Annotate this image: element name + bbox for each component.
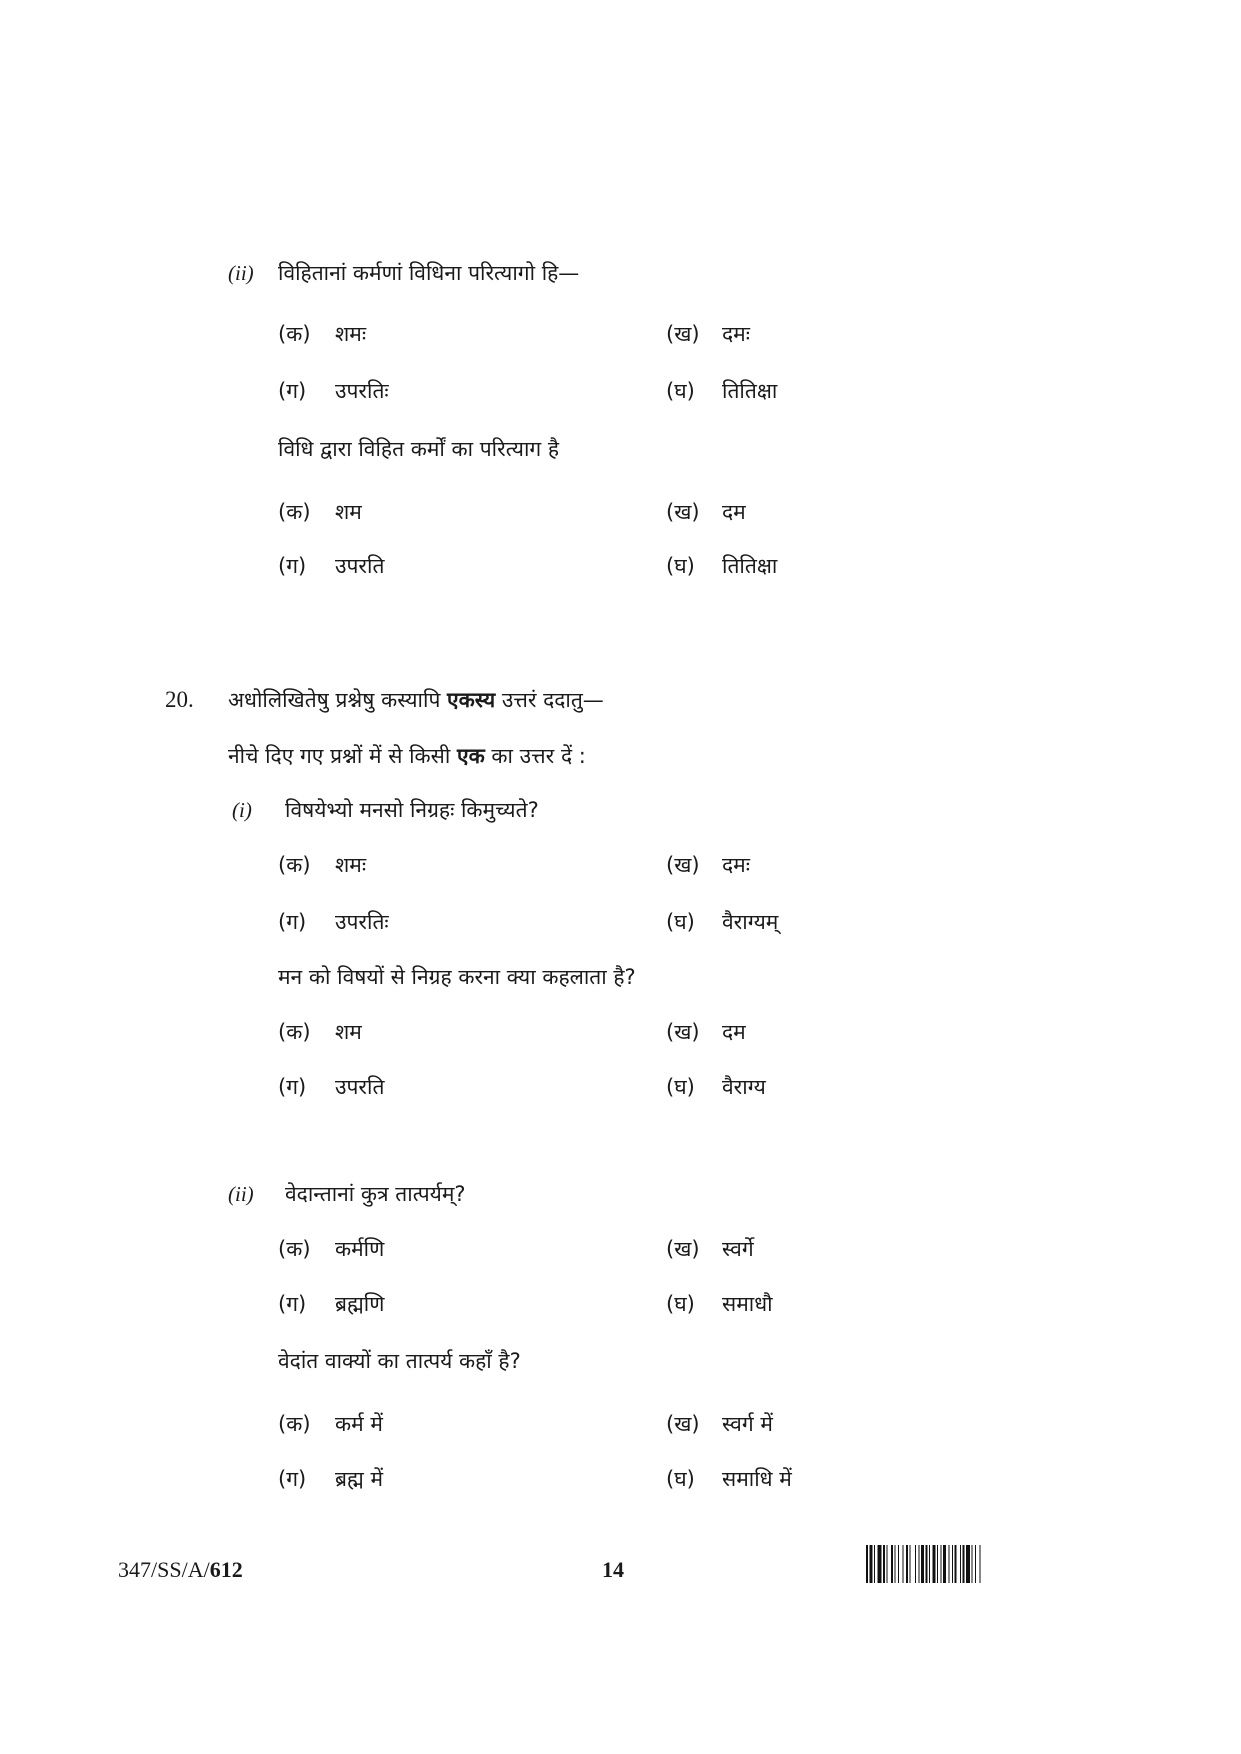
option-marker: (ख) (666, 853, 700, 877)
option-marker: (क) (278, 853, 311, 877)
instruction-sanskrit-pre: अधोलिखितेषु प्रश्नेषु कस्यापि (228, 688, 448, 712)
option-marker: (ख) (666, 322, 700, 346)
question-number: 20. (165, 687, 194, 712)
option-text: दम (722, 1020, 746, 1044)
option-marker: (घ) (666, 910, 695, 934)
option-marker: (ख) (666, 1020, 700, 1044)
option-marker: (घ) (666, 1292, 695, 1316)
option-text: वैराग्यम् (722, 910, 779, 934)
question-text-sanskrit: विषयेभ्यो मनसो निग्रहः किमुच्यते? (285, 798, 539, 822)
option-text: स्वर्ग में (722, 1412, 773, 1436)
question-text-sanskrit: विहितानां कर्मणां विधिना परित्यागो हि— (278, 261, 580, 285)
option-text: उपरतिः (335, 910, 389, 934)
option-text: कर्मणि (335, 1237, 385, 1261)
option-text: ब्रह्मणि (335, 1292, 385, 1316)
option-marker: (घ) (666, 379, 695, 403)
option-marker: (ग) (278, 1075, 307, 1099)
paper-code (118, 1557, 243, 1583)
paper-code-number: 612 (209, 1557, 243, 1582)
option-text: कर्म में (335, 1412, 383, 1436)
instruction-hindi-post: का उत्तर दें : (484, 744, 586, 768)
option-marker: (ख) (666, 1237, 700, 1261)
option-marker: (ख) (666, 1412, 700, 1436)
option-marker: (क) (278, 1412, 311, 1436)
option-text: शमः (335, 853, 367, 877)
option-marker: (ख) (666, 500, 700, 524)
option-text: उपरति (335, 1075, 385, 1099)
option-text: शम (335, 1020, 362, 1044)
instruction-hindi-pre: नीचे दिए गए प्रश्नों में से किसी (228, 744, 457, 768)
option-marker: (ग) (278, 379, 307, 403)
page-number: 14 (602, 1557, 624, 1582)
instruction-sanskrit (228, 686, 604, 714)
option-marker: (क) (278, 1237, 311, 1261)
option-marker: (क) (278, 322, 311, 346)
question-text-hindi: मन को विषयों से निग्रह करना क्या कहलाता है? (278, 965, 636, 989)
option-text: शमः (335, 322, 367, 346)
barcode-image (866, 1545, 1136, 1583)
instruction-sanskrit-post: उत्तरं ददातु— (495, 688, 604, 712)
option-text: शम (335, 500, 362, 524)
question-text-sanskrit: वेदान्तानां कुत्र तात्पर्यम्? (285, 1182, 466, 1206)
option-text: स्वर्गे (722, 1237, 754, 1261)
subquestion-marker: (ii) (228, 261, 254, 285)
option-text: दमः (722, 853, 750, 877)
option-marker: (ग) (278, 910, 307, 934)
option-marker: (घ) (666, 1075, 695, 1099)
option-text: दम (722, 500, 746, 524)
option-text: ब्रह्म में (335, 1467, 384, 1491)
option-text: तितिक्षा (722, 554, 778, 578)
question-text-hindi: विधि द्वारा विहित कर्मों का परित्याग है (278, 437, 560, 461)
option-text: उपरति (335, 554, 385, 578)
instruction-hindi (228, 742, 586, 770)
instruction-sanskrit-emphasis: एकस्य (447, 688, 496, 712)
option-text: समाधि में (722, 1467, 792, 1491)
option-marker: (ग) (278, 554, 307, 578)
option-marker: (ग) (278, 1467, 307, 1491)
option-marker: (घ) (666, 1467, 695, 1491)
subquestion-marker: (ii) (228, 1182, 254, 1206)
option-marker: (ग) (278, 1292, 307, 1316)
option-marker: (क) (278, 1020, 311, 1044)
option-text: दमः (722, 322, 750, 346)
option-text: वैराग्य (722, 1075, 766, 1099)
option-text: समाधौ (722, 1292, 773, 1316)
question-text-hindi: वेदांत वाक्यों का तात्पर्य कहाँ है? (278, 1349, 521, 1373)
option-marker: (क) (278, 500, 311, 524)
instruction-hindi-emphasis: एक (457, 744, 485, 768)
paper-code-prefix: 347/SS/A/ (118, 1557, 210, 1582)
option-marker: (घ) (666, 554, 695, 578)
subquestion-marker: (i) (232, 798, 252, 822)
option-text: तितिक्षा (722, 379, 778, 403)
option-text: उपरतिः (335, 379, 389, 403)
